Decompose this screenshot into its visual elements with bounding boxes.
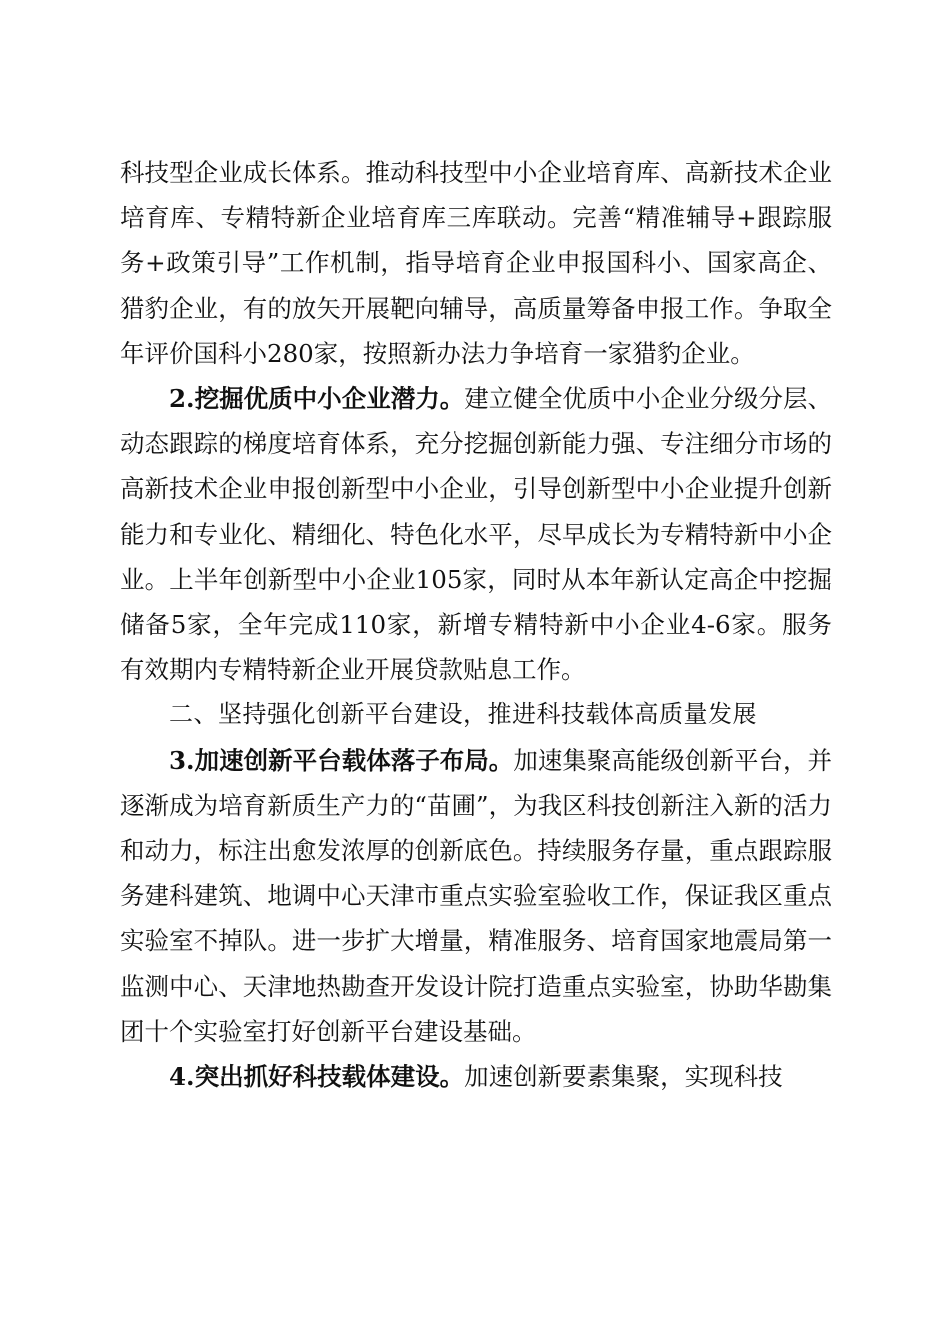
paragraph-growth-system: [120, 150, 832, 376]
paragraph-item-3: [120, 738, 832, 1054]
paragraph-item-4: [120, 1054, 832, 1099]
item-2-text: 建立健全优质中小企业分级分层、动态跟踪的梯度培育体系，充分挖掘创新能力强、专注细分市场的高新技术企业申报创新型中小企业，引导创新型中小企业提升创新能力和专业化、精细化、特色化水平，尽早成长为专精特新中小企业。上半年创新型中小企业105家，同时从本年新认定高企中挖掘储备5家，全年完成110家，新增专精特新中小企业4-6家。服务有效期内专精特新企业开展贷款贴息工作。: [120, 384, 833, 685]
document-body: [120, 150, 832, 1099]
item-4-text: 加速创新要素集聚，实现科技: [464, 1062, 783, 1092]
item-3-text: 加速集聚高能级创新平台，并逐渐成为培育新质生产力的“苗圃”，为我区科技创新注入新的活力和动力，标注出愈发浓厚的创新底色。持续服务存量，重点跟踪服务建科建筑、地调中心天津市重点实验室验收工作，保证我区重点实验室不掉队。进一步扩大增量，精准服务、培育国家地震局第一监测中心、天津地热勘查开发设计院打造重点实验室，协助华勘集团十个实验室打好创新平台建设基础。: [120, 745, 833, 1046]
section-heading-text: 二、坚持强化创新平台建设，推进科技载体高质量发展: [169, 700, 757, 729]
item-3-title: 3.加速创新平台载体落子布局。: [169, 745, 514, 775]
item-2-title: 2.挖掘优质中小企业潜力。: [169, 384, 465, 414]
section-2-heading: [120, 692, 832, 737]
paragraph-item-2: [120, 376, 832, 692]
item-4-title: 4.突出抓好科技载体建设。: [169, 1062, 465, 1092]
paragraph-text: 科技型企业成长体系。推动科技型中小企业培育库、高新技术企业培育库、专精特新企业培育库三库联动。完善“精准辅导+跟踪服务+政策引导”工作机制，指导培育企业申报国科小、国家高企、猎豹企业，有的放矢开展靶向辅导，高质量筹备申报工作。争取全年评价国科小280家，按照新办法力争培育一家猎豹企业。: [120, 158, 832, 368]
